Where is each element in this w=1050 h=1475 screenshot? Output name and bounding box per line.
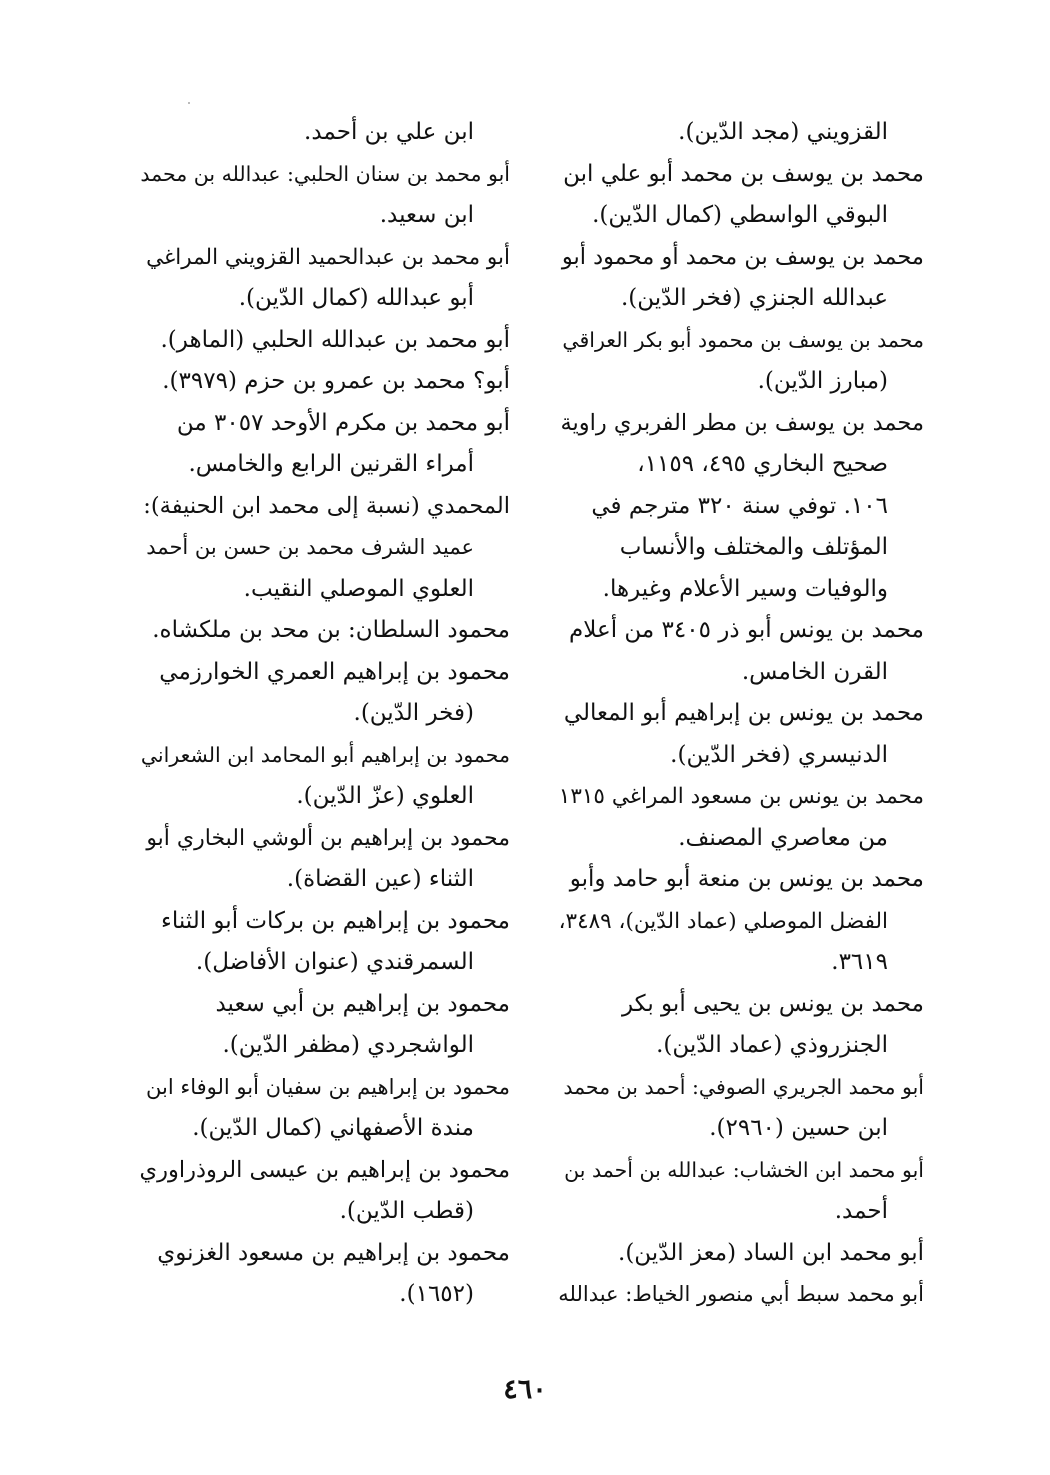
index-entry-line: محمود بن إبراهيم بن سفيان أبو الوفاء ابن — [146, 1074, 510, 1099]
index-entry-line: الجنزروذي (عماد الدّين). — [656, 1032, 888, 1058]
index-entry-line: محمود بن إبراهيم بن عيسى الروذراوري — [140, 1156, 510, 1183]
index-entry-line: أبو محمد بن عبدالله الحلبي (الماهر). — [160, 326, 510, 353]
index-entry-line: أبو؟ محمد بن عمرو بن حزم (٣٩٧٩). — [162, 368, 510, 394]
page-number: ٤٦٠ — [503, 1374, 547, 1405]
index-entry-line: محمود بن إبراهيم بن مسعود الغزنوي — [157, 1239, 510, 1266]
index-entry-line: محمد بن يوسف بن محمد أبو علي ابن — [563, 160, 924, 187]
index-entry-line: أحمد. — [834, 1198, 888, 1224]
index-entry-line: أبو عبدالله (كمال الدّين). — [238, 285, 474, 311]
index-entry-line: محمد بن يونس بن مسعود المراغي ١٣١٥ — [558, 784, 924, 809]
index-entry-line: صحيح البخاري ٤٩٥، ١١٥٩، — [637, 451, 888, 477]
index-entry-line: عميد الشرف محمد بن حسن بن أحمد — [146, 535, 474, 559]
index-entry-line: محمد بن يونس بن منعة أبو حامد وأبو — [569, 866, 924, 892]
index-entry-line: ابن سعيد. — [379, 202, 474, 228]
index-entry-line: أبو محمد بن سنان الحلبي: عبدالله بن محمد — [140, 161, 510, 186]
index-entry-line: الواشجردي (مظفر الدّين). — [222, 1032, 474, 1058]
right-index-column — [556, 112, 924, 1316]
index-entry-line: الثناء (عين القضاة). — [286, 866, 474, 892]
index-entry-line: الدنيسري (فخر الدّين). — [670, 741, 888, 768]
index-entry-line: العلوي (عزّ الدّين). — [296, 783, 474, 809]
index-entry-line: محمود بن إبراهيم بن بركات أبو الثناء — [161, 907, 510, 934]
index-entry-line: من معاصري المصنف. — [678, 824, 888, 851]
index-entry-line: ابن علي بن أحمد. — [304, 119, 474, 145]
index-entry-line: عبدالله الجنزي (فخر الدّين). — [620, 285, 888, 311]
index-entry-line: أبو محمد بن مكرم الأوحد ٣٠٥٧ من — [176, 409, 510, 436]
index-entry-line: القزويني (مجد الدّين). — [678, 119, 888, 145]
index-entry-line: أبو محمد ابن الخشاب: عبدالله بن أحمد بن — [564, 1157, 924, 1182]
index-entry-line: المؤتلف والمختلف والأنساب — [619, 534, 888, 560]
index-entry-line: البوقي الواسطي (كمال الدّين). — [592, 202, 888, 228]
index-entry-line: محمد بن يوسف بن محمد أو محمود أبو — [561, 243, 924, 270]
index-entry-line: المحمدي (نسبة إلى محمد ابن الحنيفة): — [143, 492, 510, 519]
index-entry-line: أبو محمد ابن الساد (معز الدّين). — [618, 1239, 924, 1266]
index-entry-line: الفضل الموصلي (عماد الدّين)، ٣٤٨٩، — [558, 908, 888, 934]
index-entry-line: أبو محمد الجريري الصوفي: أحمد بن محمد — [563, 1074, 924, 1099]
index-entry-line: (١٦٥٢). — [399, 1281, 474, 1307]
index-entry-line: ابن حسين (٢٩٦٠). — [709, 1115, 888, 1141]
index-entry-line: محمود بن إبراهيم بن أبي سعيد — [215, 990, 510, 1017]
index-entry-line: (مبارز الدّين). — [757, 368, 888, 394]
index-entry-line: السمرقندي (عنوان الأفاضل). — [195, 949, 474, 975]
index-entry-line: ١٠٦. توفي سنة ٣٢٠ مترجم في — [591, 492, 888, 519]
index-entry-line: محمود بن إبراهيم أبو المحامد ابن الشعراني — [140, 742, 510, 767]
index-entry-line: والوفيات وسير الأعلام وغيرها. — [602, 575, 888, 602]
index-entry-line: أبو محمد سبط أبي منصور الخياط: عبدالله — [558, 1282, 924, 1306]
index-entry-line: (فخر الدّين). — [353, 700, 474, 726]
index-entry-line: القرن الخامس. — [741, 658, 888, 685]
index-entry-line: مندة الأصفهاني (كمال الدّين). — [192, 1115, 474, 1141]
index-entry-line: محمد بن يونس بن إبراهيم أبو المعالي — [563, 700, 924, 726]
index-entry-line: محمد بن يوسف بن مطر الفربري راوية — [560, 409, 924, 436]
left-index-column — [140, 112, 510, 1316]
index-entry-line: محمود بن إبراهيم بن ألوشي البخاري أبو — [146, 825, 510, 851]
index-entry-line: محمود السلطان: بن محد بن ملكشاه. — [152, 617, 510, 643]
index-entry-line: ٣٦١٩. — [831, 949, 888, 975]
index-entry-line: (قطب الدّين). — [339, 1198, 474, 1224]
index-entry-line: العلوي الموصلي النقيب. — [243, 575, 474, 602]
print-speck — [188, 102, 190, 104]
index-entry-line: أبو محمد بن عبدالحميد القزويني المراغي — [146, 244, 510, 270]
index-entry-line: محمد بن يونس أبو ذر ٣٤٠٥ من أعلام — [569, 617, 924, 643]
index-entry-line: محمد بن يوسف بن محمود أبو بكر العراقي — [562, 327, 924, 352]
index-entry-line: محمد بن يونس بن يحيى أبو بكر — [621, 990, 924, 1017]
index-entry-line: أمراء القرنين الرابع والخامس. — [188, 451, 474, 477]
index-entry-line: محمود بن إبراهيم العمري الخوارزمي — [159, 658, 510, 685]
